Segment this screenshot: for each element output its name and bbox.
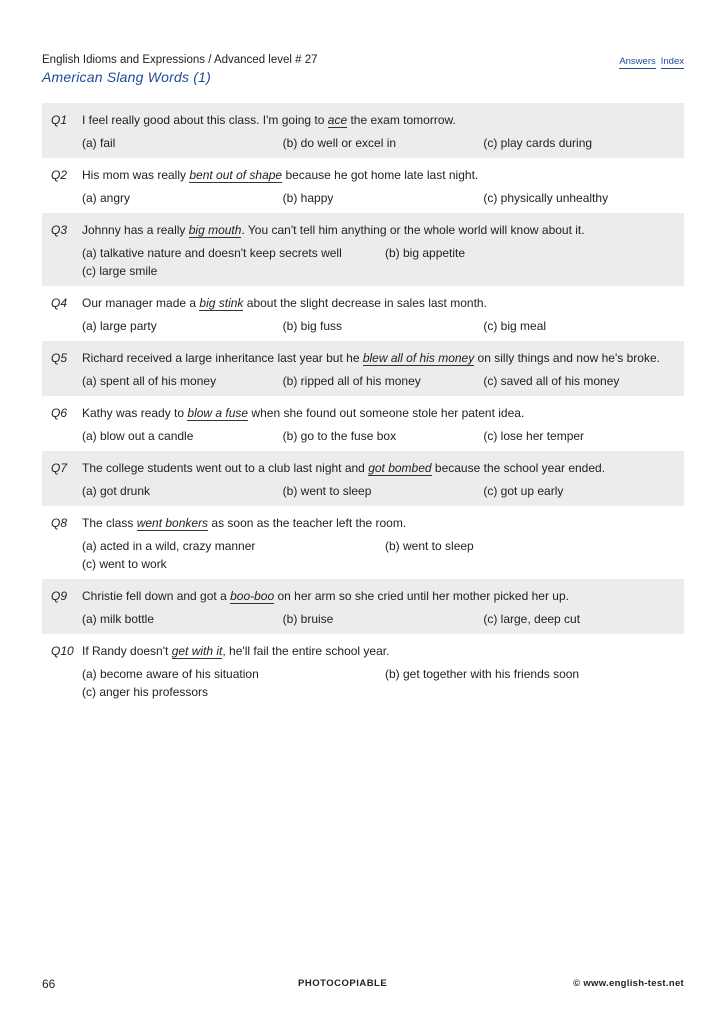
option-b[interactable]: (b) went to sleep [385,539,474,553]
photocopiable-label: PHOTOCOPIABLE [298,978,388,989]
question-1 [42,103,684,158]
option-b[interactable]: (b) go to the fuse box [282,429,397,443]
question-number: Q9 [51,589,68,603]
option-a[interactable]: (a) acted in a wild, crazy manner [82,539,256,553]
idiom: get with it [171,644,223,658]
question-number: Q3 [51,223,68,237]
option-b[interactable]: (b) ripped all of his money [282,374,421,388]
question-text: I feel really good about this class. I'm going to ace the exam tomorrow. [82,113,456,127]
page-header [42,54,684,68]
option-c[interactable]: (c) physically unhealthy [483,191,609,205]
answers-link[interactable]: Answers [619,56,656,67]
question-7 [42,451,684,506]
question-number: Q10 [51,644,74,658]
option-c[interactable]: (c) went to work [82,557,167,571]
option-b[interactable]: (b) do well or excel in [282,136,397,150]
question-2 [42,158,684,213]
option-b[interactable]: (b) happy [282,191,334,205]
question-10 [42,634,684,707]
option-b[interactable]: (b) big fuss [282,319,343,333]
question-number: Q7 [51,461,68,475]
question-5 [42,341,684,396]
idiom: went bonkers [136,516,209,530]
option-a[interactable]: (a) large party [82,319,157,333]
question-text: Our manager made a big stink about the slight decrease in sales last month. [82,296,487,310]
option-c[interactable]: (c) anger his professors [82,685,209,699]
question-6 [42,396,684,451]
question-3 [42,213,684,286]
page-title: American Slang Words (1) [42,69,211,85]
option-c[interactable]: (c) saved all of his money [483,374,620,388]
option-a[interactable]: (a) angry [82,191,131,205]
idiom: boo-boo [230,589,275,603]
question-text: Kathy was ready to blow a fuse when she found out someone stole her patent idea. [82,406,525,420]
idiom: ace [327,113,348,127]
index-link[interactable]: Index [660,56,684,67]
option-a[interactable]: (a) spent all of his money [82,374,217,388]
option-c[interactable]: (c) large smile [82,264,158,278]
option-c[interactable]: (c) play cards during [483,136,593,150]
option-c[interactable]: (c) lose her temper [483,429,585,443]
copyright-notice: © www.english-test.net [573,978,684,989]
option-c[interactable]: (c) big meal [483,319,547,333]
question-text: His mom was really bent out of shape because he got home late last night. [82,168,479,182]
question-text: Christie fell down and got a boo-boo on her arm so she cried until her mother picked her up. [82,589,569,603]
question-text: Johnny has a really big mouth. You can't tell him anything or the whole world will know about it. [82,223,585,237]
question-list [42,103,684,707]
question-text: Richard received a large inheritance last year but he blew all of his money on silly things and now he's broke. [82,351,660,365]
question-4 [42,286,684,341]
question-text: The college students went out to a club last night and got bombed because the school year ended. [82,461,606,475]
option-b[interactable]: (b) big appetite [385,246,466,260]
option-a[interactable]: (a) become aware of his situation [82,667,259,681]
breadcrumb: English Idioms and Expressions / Advanced level # 27 [42,54,318,66]
question-number: Q6 [51,406,68,420]
option-a[interactable]: (a) talkative nature and doesn't keep secrets well [82,246,342,260]
question-number: Q1 [51,113,68,127]
option-c[interactable]: (c) got up early [483,484,564,498]
question-8 [42,506,684,579]
question-number: Q5 [51,351,68,365]
header-links [614,56,684,67]
question-text: The class went bonkers as soon as the teacher left the room. [82,516,407,530]
option-b[interactable]: (b) get together with his friends soon [385,667,580,681]
option-b[interactable]: (b) bruise [282,612,334,626]
option-c[interactable]: (c) large, deep cut [483,612,581,626]
idiom: bent out of shape [189,168,283,182]
question-number: Q8 [51,516,68,530]
question-number: Q4 [51,296,68,310]
option-a[interactable]: (a) milk bottle [82,612,155,626]
question-9 [42,579,684,634]
page-footer [42,977,684,991]
option-a[interactable]: (a) blow out a candle [82,429,194,443]
idiom: big mouth [188,223,242,237]
page-number: 66 [42,977,56,991]
option-a[interactable]: (a) fail [82,136,116,150]
question-number: Q2 [51,168,68,182]
idiom: blew all of his money [362,351,475,365]
option-b[interactable]: (b) went to sleep [282,484,372,498]
question-text: If Randy doesn't get with it, he'll fail the entire school year. [82,644,390,658]
idiom: got bombed [368,461,432,475]
idiom: big stink [199,296,244,310]
option-a[interactable]: (a) got drunk [82,484,151,498]
idiom: blow a fuse [187,406,249,420]
